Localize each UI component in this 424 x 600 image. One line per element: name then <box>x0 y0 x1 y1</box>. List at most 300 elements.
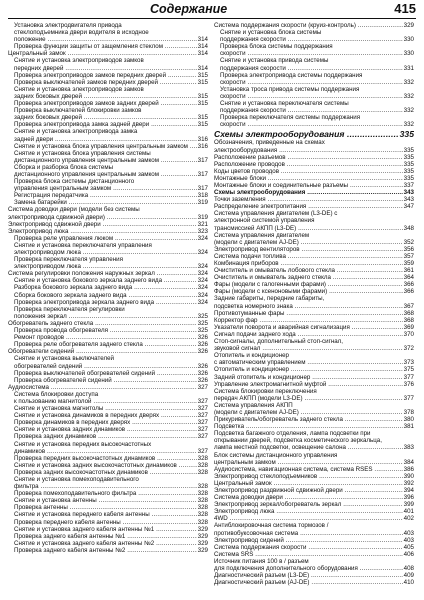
toc-entry <box>214 416 414 423</box>
toc-entry <box>8 249 208 256</box>
toc-entry-title: Стоп-сигналы, дополнительный стоп-сигнал, <box>214 338 344 346</box>
toc-entry <box>214 203 414 210</box>
toc-entry <box>214 572 414 579</box>
toc-entry-page: 330 <box>403 36 414 44</box>
toc-entry <box>8 256 208 263</box>
toc-entry <box>214 501 414 508</box>
toc-entry <box>214 65 414 72</box>
toc-entry-page: 314 <box>197 64 208 72</box>
toc-entry-page: 327 <box>197 426 208 434</box>
toc-entry-page: 326 <box>197 376 208 384</box>
toc-entry-page: 332 <box>403 92 414 100</box>
toc-entry <box>8 490 208 497</box>
toc-entry-title: скорости ..... <box>220 50 414 57</box>
toc-entry-title: Система управления двигателем (L3-DE) с <box>214 210 338 218</box>
toc-entry <box>214 395 414 402</box>
toc-entry <box>8 199 208 206</box>
toc-entry <box>8 128 208 135</box>
toc-right-column <box>214 22 414 597</box>
toc-entry <box>8 334 208 341</box>
toc-entry-title: Расположение проводов ..... <box>214 161 414 168</box>
toc-entry-title: Проверка переключателя управления <box>14 256 123 264</box>
toc-entry <box>214 175 414 182</box>
toc-entry-page: 383 <box>403 444 414 452</box>
toc-entry <box>8 206 208 213</box>
toc-entry-page: 321 <box>197 220 208 228</box>
toc-entry <box>214 473 414 480</box>
toc-entry <box>8 370 208 377</box>
toc-entry-page: 401 <box>403 508 414 516</box>
toc-entry <box>214 352 414 359</box>
toc-entry <box>214 487 414 494</box>
toc-entry <box>8 299 208 306</box>
toc-entry-title: Задний отопитель и кондиционер ..... <box>214 374 414 381</box>
toc-entry-title: Проверка переднего кабеля антенны ..... <box>14 519 208 526</box>
toc-entry-page: 332 <box>403 107 414 115</box>
toc-entry <box>8 72 208 79</box>
toc-entry-page: 327 <box>197 412 208 420</box>
toc-entry-title: Проверка обогревателей сидений ..... <box>14 377 208 384</box>
toc-entry-page: 335 <box>403 146 414 154</box>
toc-entry-page: 406 <box>403 550 414 558</box>
toc-entry <box>8 341 208 348</box>
toc-entry-page: 410 <box>403 579 414 587</box>
toc-entry <box>8 391 208 398</box>
toc-entry <box>214 260 414 267</box>
toc-entry-page: 326 <box>197 362 208 370</box>
toc-entry <box>214 444 414 451</box>
toc-entry-title: Электропривод вентиляторов ..... <box>214 246 414 253</box>
toc-entry <box>214 579 414 586</box>
toc-entry-title: Снятие и установка электроприводов замков <box>14 85 144 93</box>
toc-entry-title: скорости ..... <box>220 93 414 100</box>
toc-entry-title: звуковой сигнал ..... <box>214 345 414 352</box>
toc-entry <box>214 253 414 260</box>
toc-entry-title: Центральный замок ..... <box>8 50 208 57</box>
toc-entry <box>8 114 208 121</box>
toc-entry-title: Задние габариты, передние габариты, <box>214 295 325 303</box>
toc-entry-page: 352 <box>403 238 414 246</box>
toc-entry-title: Проверка электропривода системы поддержания <box>220 71 363 79</box>
toc-entry <box>8 93 208 100</box>
toc-entry <box>214 217 414 224</box>
toc-entry-title: Проверка блока системы дистанционного <box>14 178 135 186</box>
toc-entry-title: Установка электродвигателя привода <box>14 22 122 29</box>
toc-entry <box>8 540 208 547</box>
toc-entry <box>214 409 414 416</box>
toc-entry <box>8 178 208 185</box>
toc-entry <box>8 284 208 291</box>
toc-entry-title: электропривода сдвижной двери) ..... <box>8 214 208 221</box>
toc-entry-title: электронной системой управления <box>214 217 315 225</box>
toc-entry <box>8 22 208 29</box>
toc-entry-page: 326 <box>197 334 208 342</box>
toc-entry-page: 332 <box>403 121 414 129</box>
toc-entry <box>8 412 208 419</box>
toc-entry-page: 399 <box>403 501 414 509</box>
toc-entry-title: Аудиосистема, навигационная система, система RSES ..... <box>214 466 414 473</box>
toc-entry-title: Проверка реле управления люком ..... <box>14 235 208 242</box>
toc-entry <box>214 310 414 317</box>
toc-entry-title: Монтажные блоки и соединительные разъемы ..... <box>214 182 414 189</box>
toc-entry-page: 328 <box>197 511 208 519</box>
toc-entry-page: 343 <box>403 196 414 204</box>
toc-entry-title: Снятие и установка задних динамиков ..... <box>14 426 208 433</box>
toc-entry <box>8 277 208 284</box>
toc-entry-title: Снятие и установка привода системы <box>220 57 329 65</box>
toc-entry <box>8 157 208 164</box>
toc-entry-title: Аудиосистема ..... <box>8 384 208 391</box>
toc-entry-title: дистанционного управления центральным замком ..... <box>14 171 208 178</box>
toc-entry <box>214 480 414 487</box>
toc-entry <box>8 519 208 526</box>
toc-entry <box>214 79 414 86</box>
toc-entry-title: Проверка выключателей обогревателей сидений ..... <box>14 370 208 377</box>
toc-entry-page: 335 <box>403 153 414 161</box>
toc-entry-page: 324 <box>197 270 208 278</box>
toc-entry <box>8 327 208 334</box>
toc-entry-title: Обозначения, приведенные на схемах <box>214 139 325 147</box>
toc-entry <box>214 459 414 466</box>
toc-entry <box>214 154 414 161</box>
toc-entry-title: Диагностический разъем (AJ-DE) ..... <box>214 579 414 586</box>
toc-entry-title: Источник питания 100 в / разъем <box>214 557 309 565</box>
toc-entry-title: Система поддержания скорости ..... <box>214 544 414 551</box>
toc-entry-page: 366 <box>403 288 414 296</box>
toc-entry-page: 392 <box>403 479 414 487</box>
toc-entry-title: Установка троса привода системы поддержания <box>220 85 360 93</box>
toc-entry-title: Расположение разъемов ..... <box>214 154 414 161</box>
toc-entry-page: 324 <box>197 291 208 299</box>
toc-entry-title: Снятие и установка динамиков в передних дверях ..... <box>14 412 208 419</box>
toc-entry-title: поддержания скорости ..... <box>220 65 414 72</box>
toc-entry-title: Проверка переключателя регулировки <box>14 305 125 313</box>
toc-entry <box>214 345 414 352</box>
toc-entry <box>214 139 414 146</box>
toc-entry-page: 390 <box>403 472 414 480</box>
toc-entry-title: (модели с двигателем AJ-DE) ..... <box>214 409 414 416</box>
toc-entry <box>8 221 208 228</box>
toc-entry <box>214 161 414 168</box>
toc-entry-title: подсветка номерного знака ..... <box>214 303 414 310</box>
toc-entry <box>214 210 414 217</box>
toc-entry-page: 315 <box>197 121 208 129</box>
toc-entry-title: с автоматическим управлением ..... <box>214 359 414 366</box>
toc-entry-title: положения зеркал ..... <box>14 313 208 320</box>
toc-entry <box>8 263 208 270</box>
toc-entry <box>8 398 208 405</box>
toc-entry-title: открывании дверей, подсветка косметического зеркальца, <box>214 437 382 445</box>
toc-entry-title: Снятие и установка электропривода замка <box>14 128 138 136</box>
toc-entry <box>8 533 208 540</box>
toc-entry <box>214 107 414 114</box>
toc-entry-page: 331 <box>403 64 414 72</box>
toc-entry-page: 324 <box>197 284 208 292</box>
toc-entry-title: Проверка блока системы поддержания <box>220 43 333 51</box>
toc-entry-title: Снятие и установка переднего кабеля антенны ..... <box>14 511 208 518</box>
toc-entry-page: 329 <box>197 532 208 540</box>
toc-entry <box>8 79 208 86</box>
toc-entry-page: 402 <box>403 515 414 523</box>
toc-entry <box>8 242 208 249</box>
toc-entry-page: 324 <box>197 277 208 285</box>
toc-entry-page: 329 <box>403 22 414 29</box>
toc-entry-title: к пользованию магнитолой ..... <box>14 398 208 405</box>
toc-entry-title: Указатели поворота и аварийная сигнализация ..... <box>214 324 414 331</box>
toc-entry-page: 408 <box>403 565 414 573</box>
toc-entry <box>8 121 208 128</box>
toc-entry-title: Снятие и установка передних высокочастотных <box>14 440 152 448</box>
toc-entry-title: Проверка выключателей блокировки замков <box>14 107 142 115</box>
toc-entry-page: 327 <box>197 397 208 405</box>
toc-entry <box>214 232 414 239</box>
toc-entry <box>214 246 414 253</box>
toc-entry-page: 316 <box>197 142 208 150</box>
toc-entry-title: Прикуриватель/обогреватель заднего стекла ..... <box>214 416 414 423</box>
toc-entry <box>8 214 208 221</box>
toc-entry-title: Схемы электрооборудования ..... <box>214 189 414 196</box>
toc-entry <box>214 530 414 537</box>
toc-entry <box>8 504 208 511</box>
toc-entry-title: Система регулировки положения наружных зеркал ..... <box>8 270 208 277</box>
toc-entry-page: 361 <box>403 267 414 275</box>
toc-entry-page: 317 <box>197 170 208 178</box>
toc-entry-page: 319 <box>197 213 208 221</box>
toc-entry <box>8 384 208 391</box>
toc-entry <box>8 313 208 320</box>
toc-entry <box>214 522 414 529</box>
toc-entry-page: 328 <box>197 490 208 498</box>
toc-entry <box>8 547 208 554</box>
toc-entry-title: Снятие и установка магнитолы ..... <box>14 405 208 412</box>
toc-entry-page: 332 <box>403 78 414 86</box>
toc-entry <box>214 452 414 459</box>
toc-entry-title: Снятие и установка блока управления центральным замком ..... <box>14 143 208 150</box>
toc-entry-title: Блок системы дистанционного управления <box>214 451 338 459</box>
toc-entry-title: Проверка помехоподавительного фильтра ..... <box>14 490 208 497</box>
toc-entry <box>214 114 414 121</box>
toc-entry-page: 325 <box>197 312 208 320</box>
toc-entry <box>8 185 208 192</box>
toc-entry-title: Антиблокировочная система тормозов / <box>214 522 329 530</box>
toc-entry-title: задних боковых дверей ..... <box>14 114 208 121</box>
toc-entry-page: 324 <box>197 249 208 256</box>
toc-entry-title: Система управления АКПП <box>214 401 293 409</box>
toc-entry-title: Подсветка багажного отделения, лампа подсветки при <box>214 430 371 438</box>
toc-entry <box>8 143 208 150</box>
page-number: 415 <box>394 1 416 16</box>
toc-entry-title: (модели с двигателем AJ-DE) ..... <box>214 239 414 246</box>
toc-entry-title: Проверка реле обогревателя заднего стекла ..... <box>14 341 208 348</box>
toc-entry-title: Проверка заднего кабеля антенны №1 ..... <box>14 533 208 540</box>
toc-entry <box>214 374 414 381</box>
toc-entry-title: Проверка динамиков в передних дверях ..... <box>14 419 208 426</box>
toc-entry <box>8 50 208 57</box>
toc-entry-page: 377 <box>403 373 414 381</box>
toc-entry <box>8 192 208 199</box>
toc-entry <box>8 348 208 355</box>
toc-entry-title: Распределение электропитания ..... <box>214 203 414 210</box>
toc-entry-page: 403 <box>403 536 414 544</box>
toc-entry-title: Проверка передних высокочастотных динамиков ..... <box>14 455 208 462</box>
toc-entry-page: 318 <box>197 192 208 200</box>
toc-entry <box>8 483 208 490</box>
toc-entry-title: противобуксовочная система ..... <box>214 530 414 537</box>
toc-entry-title: Система доводки двери ..... <box>214 494 414 501</box>
toc-entry-page: 326 <box>197 341 208 349</box>
toc-entry-page: 368 <box>403 316 414 324</box>
toc-entry-page: 317 <box>197 185 208 193</box>
toc-entry <box>214 281 414 288</box>
toc-entry-title: Проверка электроприводов замков передних дверей ..... <box>14 72 208 79</box>
toc-entry <box>214 317 414 324</box>
toc-entry-page: 328 <box>197 518 208 526</box>
toc-entry-title: Монтажные блоки ..... <box>214 175 414 182</box>
toc-entry-title: Проверка задних динамиков ..... <box>14 433 208 440</box>
toc-entry <box>214 267 414 274</box>
toc-entry <box>214 366 414 373</box>
toc-entry-page: 315 <box>197 78 208 86</box>
toc-entry-title: Снятие и установка блока системы <box>220 29 322 37</box>
toc-entry <box>8 228 208 235</box>
toc-entry-title: положение ..... <box>14 36 208 43</box>
toc-entry-title: дистанционного управления центральным замком ..... <box>14 157 208 164</box>
toc-entry <box>214 50 414 57</box>
toc-entry <box>8 497 208 504</box>
toc-entry <box>214 338 414 345</box>
toc-entry-title: поддержания скорости ..... <box>220 107 414 114</box>
toc-entry-title: Снятие и установка задних высокочастотных динамиков ..... <box>14 462 208 469</box>
toc-entry-title: поддержания скорости ..... <box>220 36 414 43</box>
toc-entry <box>8 476 208 483</box>
toc-entry-page: 366 <box>403 281 414 289</box>
toc-entry-title: задних боковых дверей ..... <box>14 93 208 100</box>
toc-entry-title: Электропривод зеркал/обогреватель зеркал ..... <box>214 501 414 508</box>
toc-entry-title: центральным замком ..... <box>214 459 414 466</box>
toc-entry-page: 403 <box>403 529 414 537</box>
toc-entry <box>8 164 208 171</box>
toc-entry-page: 330 <box>403 50 414 58</box>
toc-entry-page: 368 <box>403 309 414 317</box>
toc-entry-title: Очиститель и омыватель лобового стекла ..... <box>214 267 414 274</box>
toc-entry-title: электрооборудования ..... <box>214 147 414 154</box>
toc-entry-title: Проверка провода обогревателя ..... <box>14 327 208 334</box>
toc-entry <box>8 426 208 433</box>
toc-entry <box>8 43 208 50</box>
toc-entry-page: 335 <box>403 167 414 175</box>
toc-entry-title: Система SRS ..... <box>214 551 414 558</box>
toc-entry-title: электроприводом люка ..... <box>14 249 208 256</box>
toc-entry <box>8 86 208 93</box>
toc-entry-title: динамиков ..... <box>14 448 208 455</box>
toc-entry-page: 384 <box>403 458 414 466</box>
toc-entry-title: Проверка антенны ..... <box>14 504 208 511</box>
toc-entry-title: Отопитель и кондиционер <box>214 352 289 360</box>
toc-entry-page: 329 <box>197 525 208 533</box>
toc-entry <box>214 147 414 154</box>
toc-entry-title: Система блокировки доступа <box>14 390 99 398</box>
toc-entry <box>8 107 208 114</box>
toc-entry <box>214 295 414 302</box>
toc-entry-page: 324 <box>197 298 208 306</box>
toc-entry-title: Проверка задних высокочастотных динамиков ..... <box>14 469 208 476</box>
toc-entry-title: Электропривод люка ..... <box>8 228 208 235</box>
toc-entry-title: 4WD ..... <box>214 515 414 522</box>
toc-entry <box>8 292 208 299</box>
toc-entry-title: лампа местной подсветки, освещение салона ..... <box>214 444 414 451</box>
toc-entry-page: 325 <box>197 319 208 327</box>
toc-entry-title: скорости ..... <box>220 79 414 86</box>
toc-entry <box>8 136 208 143</box>
toc-entry-page: 335 <box>403 160 414 168</box>
toc-entry-title: Отопитель и кондиционер ..... <box>214 366 414 373</box>
toc-entry-page: 369 <box>403 323 414 331</box>
toc-entry-title: передних дверей ..... <box>14 65 208 72</box>
toc-entry-title: Снятие и установка заднего кабеля антенны №2 ..... <box>14 540 208 547</box>
toc-entry <box>214 288 414 295</box>
toc-entry <box>8 526 208 533</box>
toc-entry-page: 314 <box>197 50 208 58</box>
toc-entry <box>8 29 208 36</box>
toc-entry-page: 377 <box>403 394 414 402</box>
toc-entry-title: Противотуманные фары ..... <box>214 310 414 317</box>
toc-entry-title: задней двери ..... <box>14 136 208 143</box>
toc-entry <box>8 36 208 43</box>
toc-entry-page: 327 <box>197 447 208 455</box>
toc-entry-page: 378 <box>403 408 414 416</box>
toc-entry <box>214 168 414 175</box>
toc-entry-title: Снятие и установка блока управления системы <box>14 149 151 157</box>
toc-entry <box>214 565 414 572</box>
toc-entry-title: Подсветка ..... <box>214 423 414 430</box>
toc-entry-title: Снятие и установка переключателя управления <box>14 241 152 249</box>
header-rule <box>8 18 416 19</box>
toc-entry-title: Система доводки двери (модели без системы <box>8 206 140 214</box>
toc-entry <box>214 437 414 444</box>
toc-entry-title: Сборка бокового зеркала заднего вида ..... <box>14 292 208 299</box>
toc-entry-title: Снятие и установка выключателей <box>14 355 114 363</box>
toc-entry-title: Электропривод раздвижной сдвижной двери ..... <box>214 487 414 494</box>
toc-entry-title: Обогреватель заднего стекла ..... <box>8 320 208 327</box>
toc-entry-title: Снятие и установка электроприводов замков <box>14 57 144 65</box>
toc-entry-page: 323 <box>197 227 208 235</box>
toc-entry <box>8 455 208 462</box>
toc-entry <box>8 441 208 448</box>
toc-entry <box>8 320 208 327</box>
toc-entry-page: 367 <box>403 302 414 310</box>
toc-section-heading <box>214 129 414 139</box>
toc-entry-page: 328 <box>197 468 208 476</box>
toc-entry-page: 315 <box>197 92 208 100</box>
toc-entry <box>214 331 414 338</box>
toc-entry-page: 364 <box>403 274 414 282</box>
toc-entry-title: для подключения дополнительного оборудования ..... <box>214 565 414 572</box>
toc-entry-page: 324 <box>197 263 208 271</box>
toc-entry-title: Система подачи топлива ..... <box>214 253 414 260</box>
toc-entry-title: Снятие и установка помехоподавительного <box>14 476 139 483</box>
toc-entry <box>8 419 208 426</box>
toc-entry <box>214 544 414 551</box>
toc-entry <box>214 303 414 310</box>
toc-entry <box>214 423 414 430</box>
toc-entry-page: 328 <box>197 454 208 462</box>
toc-entry-title: Замена батарейки ..... <box>14 199 208 206</box>
toc-entry <box>8 171 208 178</box>
toc-entry-page: 376 <box>403 380 414 388</box>
toc-entry-title: Проверка электропривода замка задней двери ..... <box>14 121 208 128</box>
toc-entry-title: Система блокировки переключения <box>214 387 317 395</box>
toc-entry-page: 327 <box>197 405 208 413</box>
